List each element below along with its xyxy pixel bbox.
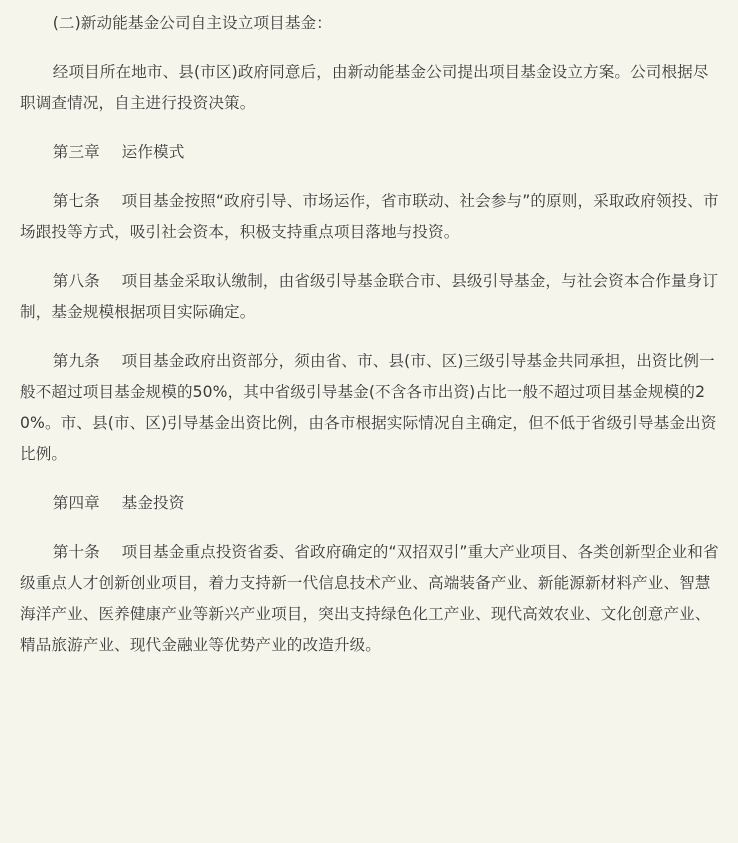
article-label: 第十条 <box>52 543 100 561</box>
chapter-label: 第三章 <box>52 143 100 161</box>
chapter-heading-3 <box>20 137 722 168</box>
article-9 <box>20 346 722 470</box>
section-heading-new-energy-fund: (二)新动能基金公司自主设立项目基金： <box>52 14 332 32</box>
chapter-title: 运作模式 <box>121 143 185 161</box>
article-text: 项目基金按照“政府引导、市场运作，省市联动、社会参与”的原则，采取政府领投、市场跟投等方式，吸引社会资本，积极支持重点项目落地与投资。 <box>20 192 719 241</box>
article-label: 第八条 <box>52 272 100 290</box>
article-text: 项目基金采取认缴制，由省级引导基金联合市、县级引导基金，与社会资本合作量身订制，基金规模根据项目实际确定。 <box>20 272 719 321</box>
chapter-title: 基金投资 <box>121 494 185 512</box>
article-text: 项目基金重点投资省委、省政府确定的“双招双引”重大产业项目、各类创新型企业和省级重点人才创新创业项目，着力支持新一代信息技术产业、高端装备产业、新能源新材料产业、智慧海洋产业、医养健康产业等新兴产业项目，突出支持绿色化工产业、现代高效农业、文化创意产业、精品旅游产业、现代金融业等优势产业的改造升级。 <box>20 543 719 654</box>
article-label: 第九条 <box>52 352 100 370</box>
article-8 <box>20 266 722 328</box>
article-text: 项目基金政府出资部分，须由省、市、县(市、区)三级引导基金共同承担，出资比例一般不超过项目基金规模的50%，其中省级引导基金(不含各市出资)占比一般不超过项目基金规模的20%。市、县(市、区)引导基金出资比例，由各市根据实际情况自主确定，但不低于省级引导基金出资比例。 <box>20 352 717 463</box>
article-7 <box>20 186 722 248</box>
paragraph-fund-setup-procedure: 经项目所在地市、县(市区)政府同意后，由新动能基金公司提出项目基金设立方案。公司根据尽职调查情况，自主进行投资决策。 <box>20 63 709 112</box>
article-10 <box>20 537 722 661</box>
chapter-heading-4 <box>20 488 722 519</box>
chapter-label: 第四章 <box>52 494 100 512</box>
article-label: 第七条 <box>52 192 100 210</box>
